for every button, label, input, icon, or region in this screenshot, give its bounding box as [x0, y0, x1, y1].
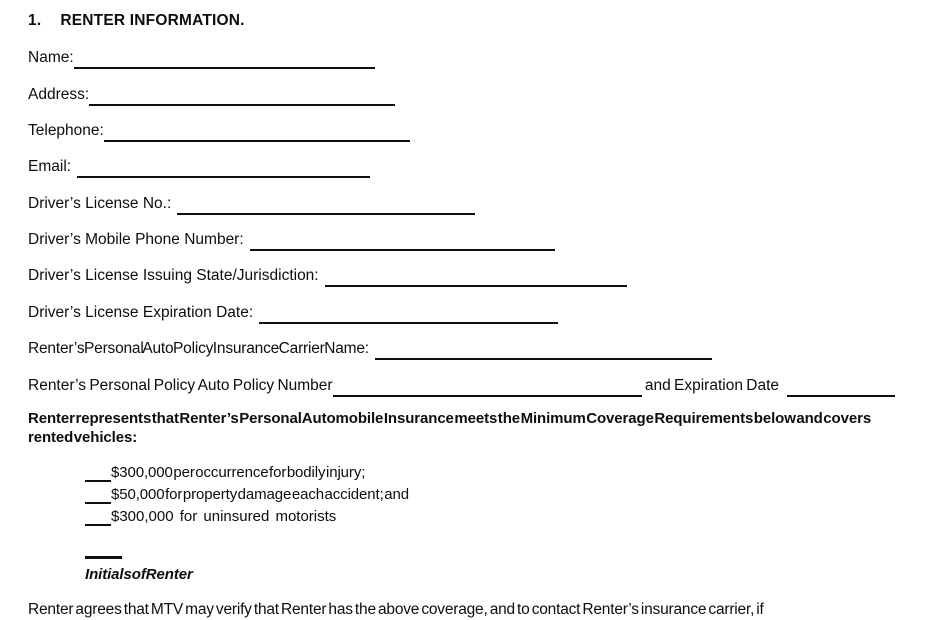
field-row-issuing-state: [28, 266, 627, 287]
policy-number-blank[interactable]: [333, 376, 642, 397]
coverage-list: [85, 462, 409, 528]
section-number: 1.: [28, 12, 42, 29]
drivers-license-no-blank[interactable]: [177, 194, 475, 215]
field-row-telephone: [28, 121, 410, 142]
license-expiration-blank[interactable]: [259, 303, 558, 324]
insurance-carrier-label: Renter’s Personal Auto Policy Insurance Carrier Name:: [28, 340, 369, 357]
renter-initials-blank[interactable]: [85, 556, 122, 559]
field-row-name: [28, 48, 375, 69]
coverage-item-uninsured-motorists: [85, 506, 409, 528]
issuing-state-blank[interactable]: [325, 266, 627, 287]
coverage-item-text: $300,000 for uninsured motorists: [111, 508, 337, 525]
telephone-blank[interactable]: [104, 121, 410, 142]
telephone-label: Telephone:: [28, 122, 104, 139]
drivers-license-no-label: Driver’s License No.:: [28, 195, 172, 212]
coverage-item-property-damage: [85, 484, 409, 506]
mobile-phone-blank[interactable]: [250, 230, 555, 251]
field-row-mobile-phone: [28, 230, 555, 251]
address-blank[interactable]: [89, 85, 395, 106]
field-row-license-expiration: [28, 303, 558, 324]
coverage-item-initial-blank[interactable]: [85, 462, 111, 482]
issuing-state-label: Driver’s License Issuing State/Jurisdiction:: [28, 267, 319, 284]
coverage-statement: Renter represents that Renter’s Personal Automobile Insurance meets the Minimum Coverage Requirements below and covers rented vehicles:: [28, 410, 872, 446]
name-blank[interactable]: [74, 48, 375, 69]
coverage-item-initial-blank[interactable]: [85, 506, 111, 526]
footer-paragraph: Renter agrees that MTV may verify that Renter has the above coverage, and to contact Renter’s insurance carrier, if: [28, 601, 764, 618]
section-header: [28, 12, 245, 30]
initials-of-renter-label: Initials of Renter: [85, 566, 193, 583]
name-label: Name:: [28, 49, 74, 66]
coverage-item-initial-blank[interactable]: [85, 484, 111, 504]
license-expiration-label: Driver’s License Expiration Date:: [28, 304, 254, 321]
coverage-item-text: $50,000 for property damage each accident; and: [111, 486, 409, 503]
section-title: RENTER INFORMATION.: [60, 12, 245, 29]
field-row-insurance-carrier: [28, 339, 712, 360]
email-blank[interactable]: [77, 157, 370, 178]
address-label: Address:: [28, 86, 90, 103]
policy-number-label: Renter’s Personal Policy Auto Policy Number: [28, 377, 333, 394]
field-row-address: [28, 85, 395, 106]
mobile-phone-label: Driver’s Mobile Phone Number:: [28, 231, 244, 248]
field-row-policy-number: [28, 376, 895, 397]
policy-expiration-label: and Expiration Date: [644, 377, 779, 394]
email-label: Email:: [28, 158, 72, 175]
coverage-item-bodily-injury: [85, 462, 409, 484]
field-row-drivers-license-no: [28, 194, 475, 215]
insurance-carrier-blank[interactable]: [375, 339, 712, 360]
policy-expiration-blank[interactable]: [787, 376, 895, 397]
field-row-email: [28, 157, 370, 178]
coverage-item-text: $300,000 per occurrence for bodily injury;: [111, 464, 366, 481]
